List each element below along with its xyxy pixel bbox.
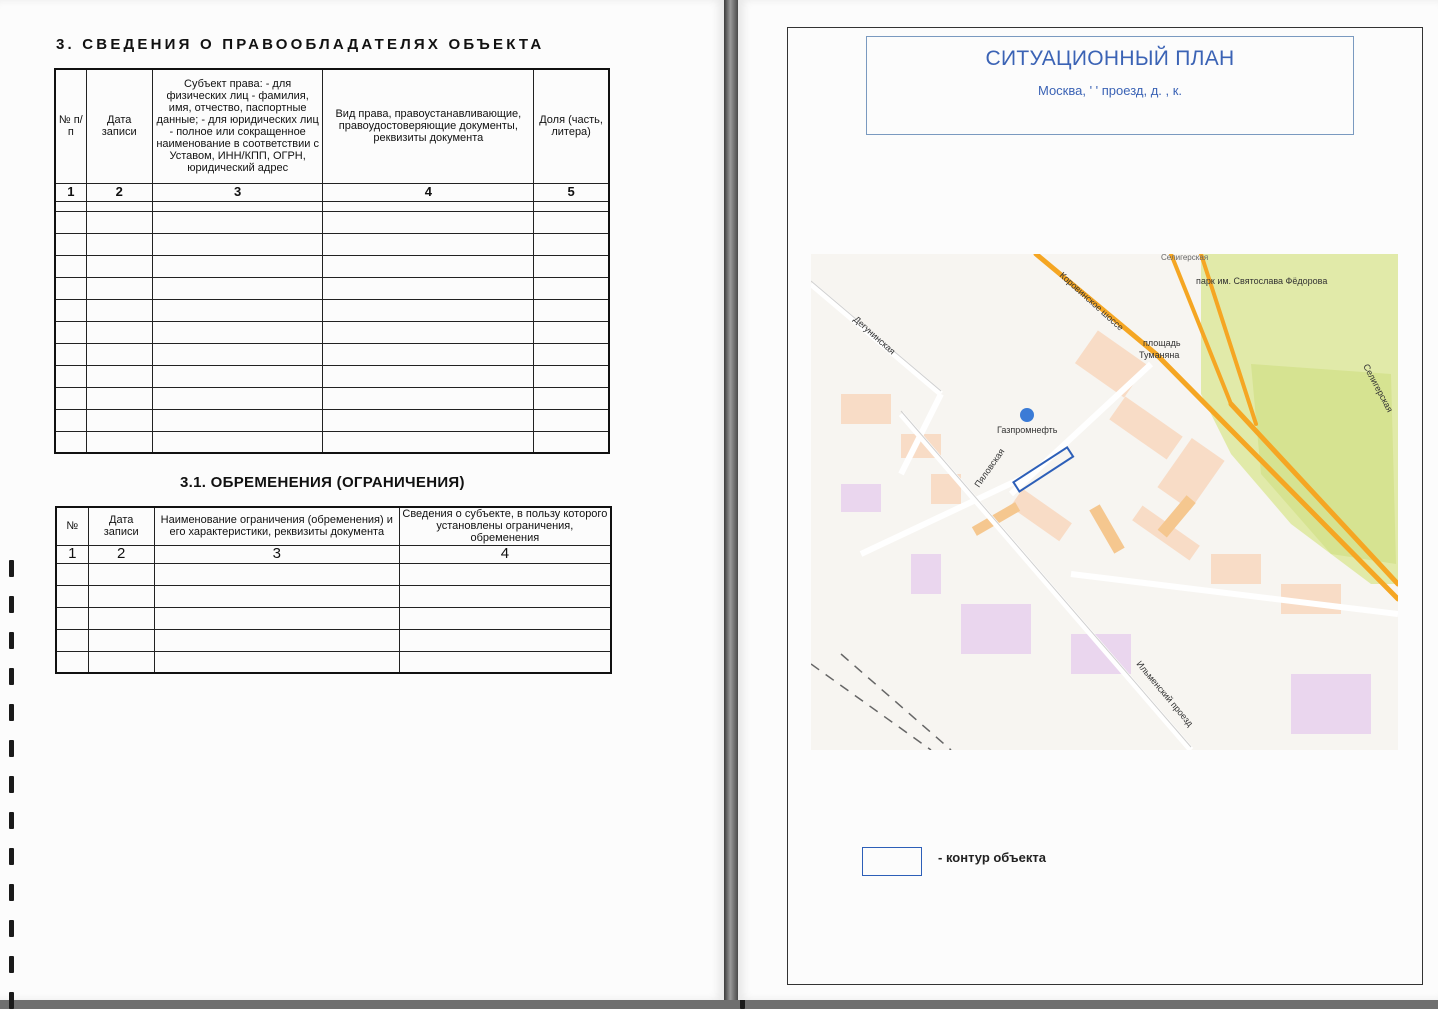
legend-swatch xyxy=(862,847,922,876)
table-row xyxy=(56,651,611,673)
column-number: 1 xyxy=(55,183,86,201)
binding-hole xyxy=(9,632,14,649)
binding-hole xyxy=(9,956,14,973)
column-number: 3 xyxy=(152,183,323,201)
binding-hole xyxy=(9,992,14,1009)
table-row xyxy=(55,431,609,453)
gazprom-label: Газпромнефть xyxy=(997,425,1058,435)
railway xyxy=(811,654,951,750)
encumbrances-table xyxy=(55,506,612,674)
seligerskaya-label: Селигерская xyxy=(1361,362,1395,414)
column-number: 4 xyxy=(323,183,534,201)
pyapovskaya-label: Пяловская xyxy=(972,446,1007,490)
binding-hole xyxy=(9,812,14,829)
ilmensky-label: Ильменский проезд xyxy=(1134,658,1196,729)
plan-title: СИТУАЦИОННЫЙ ПЛАН xyxy=(985,47,1235,70)
binding-hole xyxy=(9,596,14,613)
left-page xyxy=(0,0,724,1000)
legend-label: - контур объекта xyxy=(938,850,1046,865)
binding-hole xyxy=(9,776,14,793)
square-label-1: площадь xyxy=(1143,338,1181,348)
column-number: 4 xyxy=(399,545,611,563)
park-meadow xyxy=(1251,364,1396,564)
plan-title-box xyxy=(866,36,1354,135)
table-row xyxy=(55,365,609,387)
table-row xyxy=(55,409,609,431)
korovinskoe-label: Коровинское шоссе xyxy=(1057,270,1126,333)
binding-hole xyxy=(9,740,14,757)
table-row xyxy=(55,299,609,321)
binding-hole xyxy=(9,920,14,937)
binding-hole xyxy=(9,884,14,901)
park-label: парк им. Святослава Фёдорова xyxy=(1196,276,1328,286)
map-graphic xyxy=(811,254,1398,750)
plan-address: Москва, ' ' проезд, д. , к. xyxy=(1037,83,1183,98)
table-row xyxy=(55,321,609,343)
table-row xyxy=(56,629,611,651)
table-row xyxy=(55,343,609,365)
column-number: 5 xyxy=(534,183,609,201)
header-number: № п/п xyxy=(55,69,86,183)
section-3-1-title: 3.1. ОБРЕМЕНЕНИЯ (ОГРАНИЧЕНИЯ) xyxy=(180,474,465,491)
header-right-type: Вид права, правоустанавливающие, правоудостоверяющие документы, реквизиты документа xyxy=(323,69,534,183)
situation-map xyxy=(811,254,1398,750)
column-number: 2 xyxy=(88,545,154,563)
header-record-date: Дата записи xyxy=(86,69,152,183)
binding-hole xyxy=(9,848,14,865)
table-row xyxy=(55,277,609,299)
header-subject: Субъект права: - для физических лиц - фамилия, имя, отчество, паспортные данные; - для юридических лиц - полное или сокращенное наименование в соответствии с Уставом, ИНН/КПП, ОГРН, юридический адрес xyxy=(152,69,323,183)
rights-holders-table xyxy=(54,68,610,454)
binding-hole xyxy=(9,668,14,685)
highlight-buildings xyxy=(972,495,1196,553)
binding-hole xyxy=(9,704,14,721)
section-3-title: 3. СВЕДЕНИЯ О ПРАВООБЛАДАТЕЛЯХ ОБЪЕКТА xyxy=(56,36,545,53)
column-number: 2 xyxy=(86,183,152,201)
gas-station-icon xyxy=(1020,408,1034,422)
column-number: 1 xyxy=(56,545,88,563)
binding-gutter xyxy=(724,0,738,1000)
table-row xyxy=(55,233,609,255)
column-number: 3 xyxy=(154,545,399,563)
table-row xyxy=(56,585,611,607)
binding-hole xyxy=(9,560,14,577)
table-row xyxy=(56,607,611,629)
table-row xyxy=(55,387,609,409)
header-share: Доля (часть, литера) xyxy=(534,69,609,183)
header-number: № xyxy=(56,507,88,545)
table-row xyxy=(55,255,609,277)
seliger-top-label: Селигерская xyxy=(1161,254,1209,262)
square-label-2: Туманяна xyxy=(1139,350,1180,360)
table-row xyxy=(56,563,611,585)
table-row xyxy=(55,211,609,233)
header-record-date: Дата записи xyxy=(88,507,154,545)
table-row xyxy=(55,201,609,211)
header-restriction: Наименование ограничения (обременения) и его характеристики, реквизиты документа xyxy=(154,507,399,545)
degunino-label: Дегунинская xyxy=(851,314,898,357)
header-beneficiary: Сведения о субъекте, в пользу которого установлены ограничения, обременения xyxy=(399,507,611,545)
